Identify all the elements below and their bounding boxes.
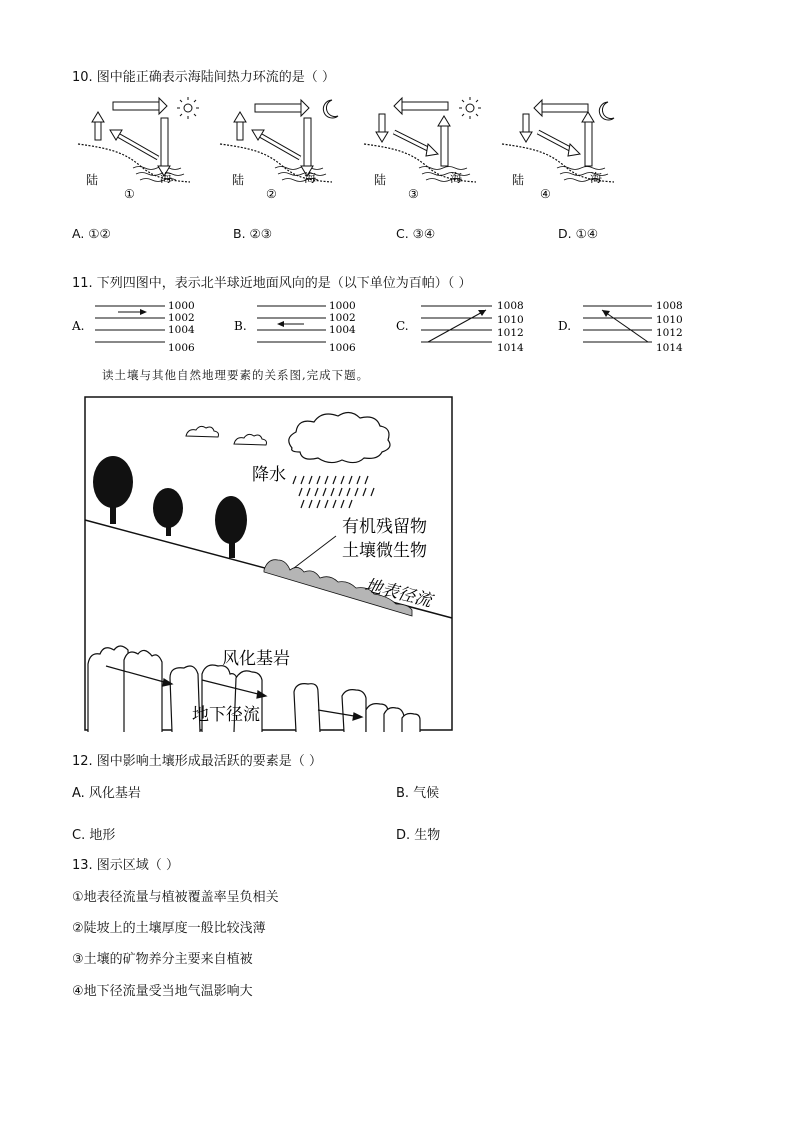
sun-icon [177, 97, 199, 119]
isobar-label: 1004 [168, 324, 195, 336]
q10-panel-4 [502, 100, 614, 201]
isobar-label: 1002 [329, 312, 356, 324]
q11-panel-d [558, 300, 683, 354]
sun-icon [459, 97, 481, 119]
moon-icon [599, 102, 614, 120]
q12-question: 12. 图中影响土壤形成最活跃的要素是（ ） [72, 754, 322, 769]
q10-option-a[interactable]: A. ①② [72, 226, 111, 241]
isobar-label: 1014 [497, 342, 524, 354]
panel-label: A. [72, 319, 85, 333]
precipitation-label: 降水 [252, 465, 286, 485]
q11-panel-a [71, 300, 195, 354]
land-label: 陆 [512, 173, 525, 187]
sea-label: 海 [590, 171, 603, 185]
q11-panel-c [396, 300, 524, 354]
q10-question: 10. 图中能正确表示海陆间热力环流的是（ ） [72, 70, 335, 85]
q13-statement-1: ①地表径流量与植被覆盖率呈负相关 [72, 890, 279, 905]
isobar-label: 1010 [497, 314, 524, 326]
isobar-label: 1010 [656, 314, 683, 326]
isobar-label: 1006 [329, 342, 356, 354]
moon-icon [323, 100, 338, 118]
isobar-label: 1008 [656, 300, 683, 312]
q10-option-d[interactable]: D. ①④ [558, 226, 598, 241]
sea-label: 海 [450, 171, 463, 185]
isobar-label: 1008 [497, 300, 524, 312]
q13-statement-3: ③土壤的矿物养分主要来自植被 [72, 952, 253, 967]
panel-label: C. [396, 319, 409, 333]
q10-panel-3 [364, 97, 481, 201]
isobar-label: 1006 [168, 342, 195, 354]
isobar-label: 1002 [168, 312, 195, 324]
q13-statement-2: ②陡坡上的土壤厚度一般比较浅薄 [72, 921, 266, 936]
q13-statement-4: ④地下径流量受当地气温影响大 [72, 984, 253, 999]
q12-option-c[interactable]: C. 地形 [72, 828, 116, 843]
panel-label: D. [558, 319, 572, 333]
q10-panel-2 [220, 100, 338, 201]
isobar-label: 1012 [656, 327, 683, 339]
surface-runoff-label: 地表径流 [362, 575, 434, 612]
q11-question: 11. 下列四图中，表示北半球近地面风向的是（以下单位为百帕）（ ） [72, 276, 472, 291]
soil-relationship-figure [84, 396, 454, 732]
land-label: 陆 [86, 173, 99, 187]
isobar-label: 1012 [497, 327, 524, 339]
q10-option-b[interactable]: B. ②③ [233, 226, 272, 241]
panel-number: ③ [408, 187, 419, 201]
isobar-label: 1004 [329, 324, 356, 336]
isobar-label: 1000 [168, 300, 195, 312]
q11-diagrams [0, 296, 794, 360]
panel-number: ② [266, 187, 277, 201]
weathered-bedrock-label: 风化基岩 [222, 649, 290, 669]
q12-option-a[interactable]: A. 风化基岩 [72, 786, 141, 801]
panel-number: ① [124, 187, 135, 201]
isobar-label: 1000 [329, 300, 356, 312]
q10-diagrams [0, 92, 794, 207]
organic-residue-label: 有机残留物 [342, 517, 427, 537]
panel-number: ④ [540, 187, 551, 201]
panel-label: B. [234, 319, 247, 333]
soil-microbes-label: 土壤微生物 [342, 541, 427, 561]
q12-option-b[interactable]: B. 气候 [396, 786, 440, 801]
q10-panel-1 [78, 97, 199, 201]
q10-option-c[interactable]: C. ③④ [396, 226, 436, 241]
section-intro: 读土壤与其他自然地理要素的关系图,完成下题。 [102, 368, 370, 382]
sea-label: 海 [160, 171, 173, 185]
land-label: 陆 [232, 173, 245, 187]
isobar-label: 1014 [656, 342, 683, 354]
sea-label: 海 [304, 171, 317, 185]
q11-panel-b [234, 300, 356, 354]
q13-question: 13. 图示区域（ ） [72, 858, 179, 873]
land-label: 陆 [374, 173, 387, 187]
underground-runoff-label: 地下径流 [192, 705, 260, 725]
q12-option-d[interactable]: D. 生物 [396, 828, 441, 843]
